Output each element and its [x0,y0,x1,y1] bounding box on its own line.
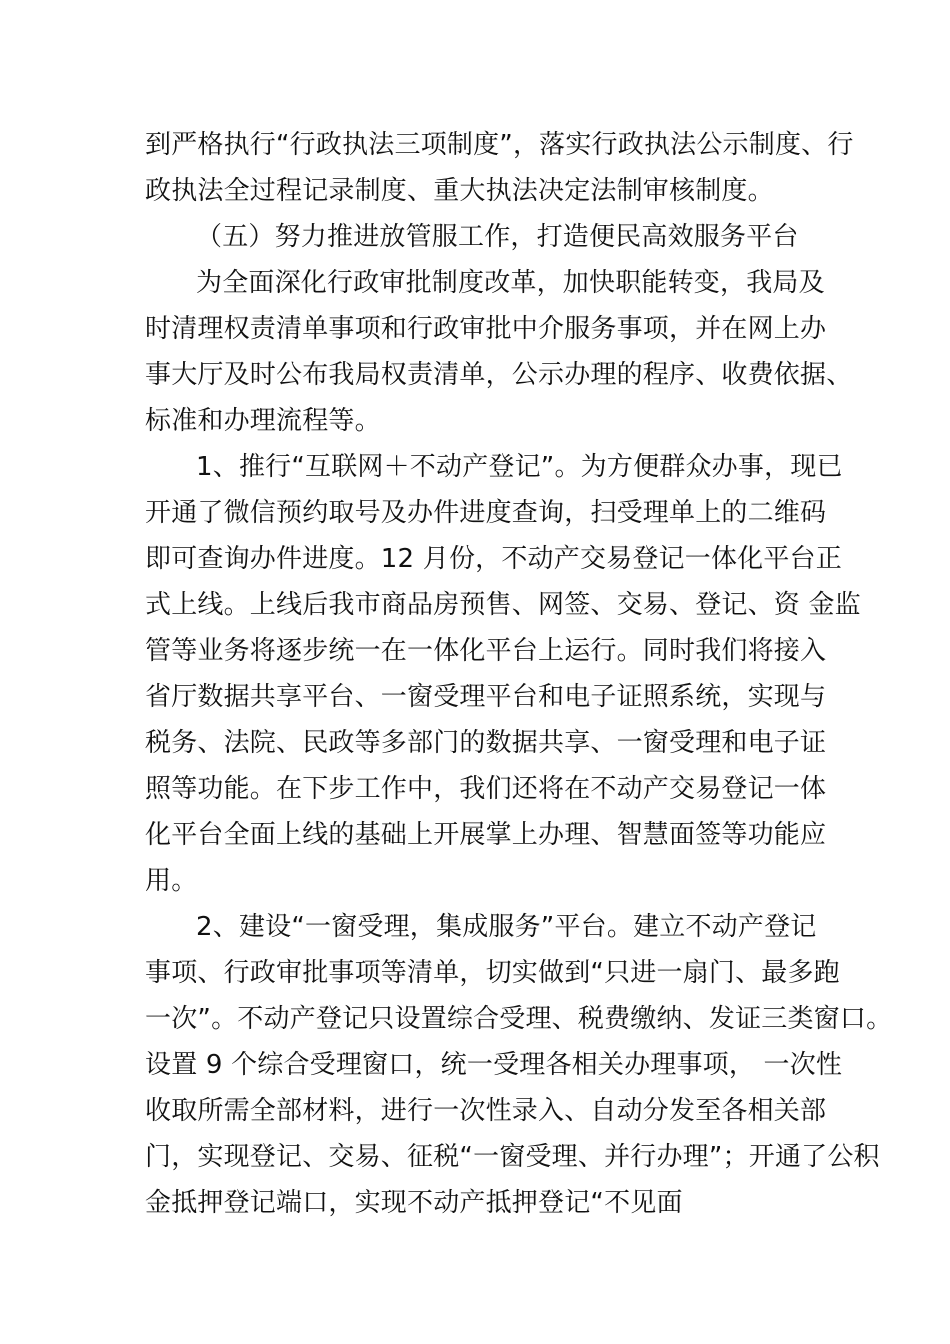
text-line: 开通了微信预约取号及办件进度查询，扫受理单上的二维码 [145,498,827,528]
text-line: 用。 [145,866,198,896]
text-line: 收取所需全部材料，进行一次性录入、自动分发至各相关部 [145,1096,827,1126]
text-line: 为全面深化行政审批制度改革，加快职能转变，我局及 [196,268,825,298]
text-line: 化平台全面上线的基础上开展掌上办理、智慧面签等功能应 [145,820,827,850]
text-line: 设置 9 个综合受理窗口，统一受理各相关办理事项， 一次性 [145,1050,843,1080]
text-line: 标准和办理流程等。 [145,406,381,436]
text-line: 照等功能。在下步工作中，我们还将在不动产交易登记一体 [145,774,827,804]
text-line: 税务、法院、民政等多部门的数据共享、一窗受理和电子证 [145,728,827,758]
text-line: 金抵押登记端口，实现不动产抵押登记“不见面 [145,1188,683,1218]
text-line: 2、建设“一窗受理，集成服务”平台。建立不动产登记 [196,912,817,942]
text-line: 门，实现登记、交易、征税“一窗受理、并行办理”；开通了公积 [145,1142,880,1172]
text-line: 式上线。上线后我市商品房预售、网签、交易、登记、资 金监 [145,590,861,620]
text-line: 到严格执行“行政执法三项制度”，落实行政执法公示制度、行 [145,130,854,160]
text-line: 管等业务将逐步统一在一体化平台上运行。同时我们将接入 [145,636,827,666]
text-line: 省厅数据共享平台、一窗受理平台和电子证照系统，实现与 [145,682,827,712]
section-heading: （五）努力推进放管服工作，打造便民高效服务平台 [196,222,799,252]
text-line: 事大厅及时公布我局权责清单，公示办理的程序、收费依据、 [145,360,853,390]
text-line: 一次”。不动产登记只设置综合受理、税费缴纳、发证三类窗口。 [145,1004,893,1034]
text-line: 事项、行政审批事项等清单，切实做到“只进一扇门、最多跑 [145,958,840,988]
text-line: 即可查询办件进度。12 月份，不动产交易登记一体化平台正 [145,544,842,574]
text-line: 政执法全过程记录制度、重大执法决定法制审核制度。 [145,176,774,206]
text-line: 时清理权责清单事项和行政审批中介服务事项，并在网上办 [145,314,827,344]
text-line: 1、推行“互联网＋不动产登记”。为方便群众办事，现已 [196,452,843,482]
